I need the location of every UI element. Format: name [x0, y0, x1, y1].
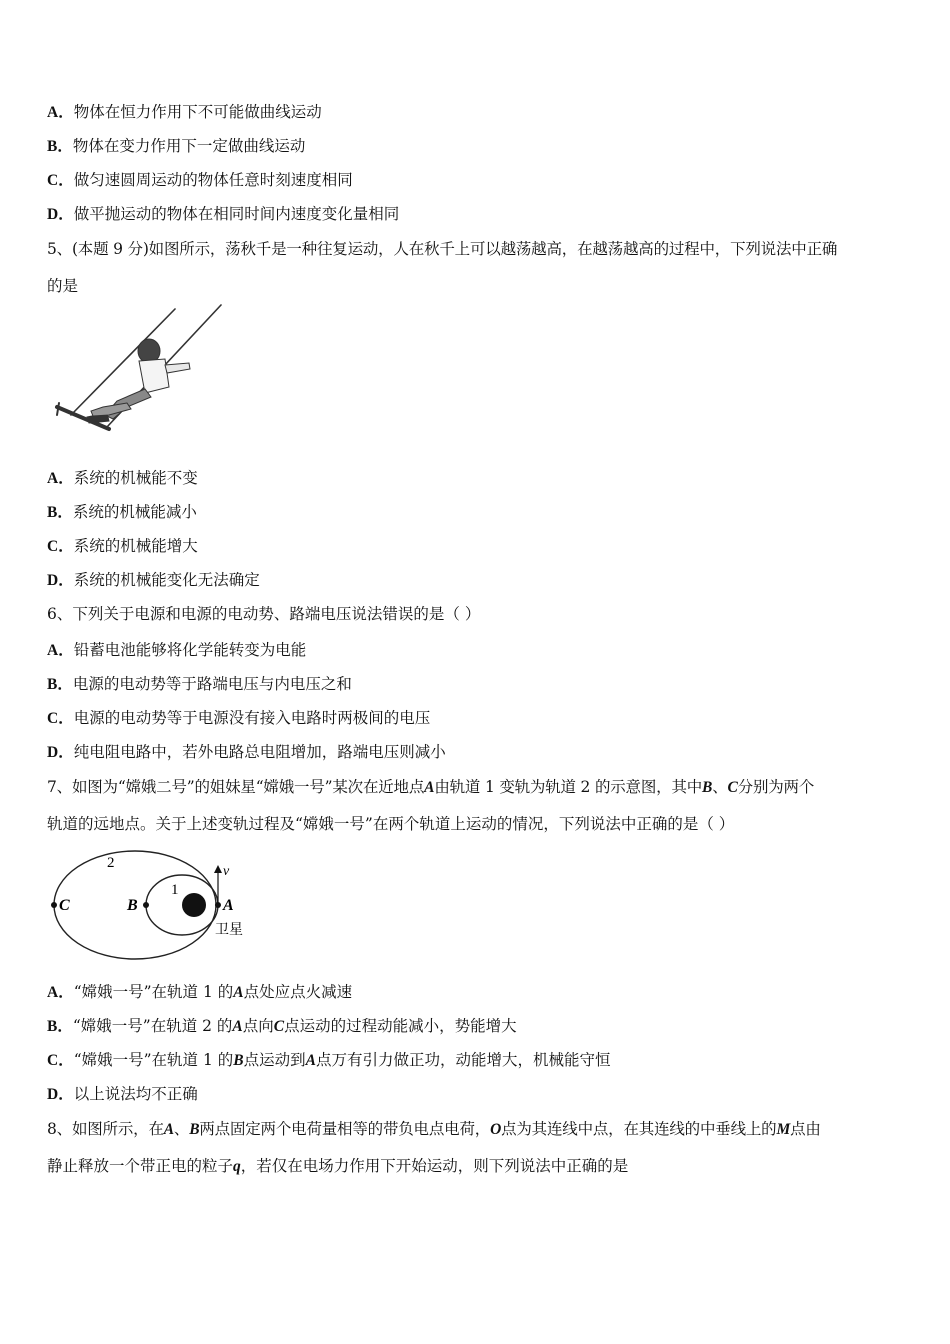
label-a: A — [223, 897, 234, 914]
q5-option-a: A．系统的机械能不变 — [47, 469, 198, 487]
q8-stem-line1: 8、如图所示，在A、B两点固定两个电荷量相等的带负电点电荷，O点为其连线中点，在其连线的中垂线上的M点由 — [47, 1120, 821, 1138]
label-b: B — [127, 897, 138, 914]
q5-stem-line2: 的是 — [47, 277, 79, 295]
q4-option-b: B．物体在变力作用下一定做曲线运动 — [47, 137, 306, 155]
q7-stem-line1: 7、如图为“嫦娥二号”的姐妹星“嫦娥一号”某次在近地点A由轨道 1 变轨为轨道 2 的示意图，其中B、C分别为两个 — [47, 778, 815, 796]
q4-option-d: D．做平抛运动的物体在相同时间内速度变化量相同 — [47, 205, 400, 223]
point-b-dot — [143, 902, 149, 908]
q7-option-b: B．“嫦娥一号”在轨道 2 的A点向C点运动的过程动能减小，势能增大 — [47, 1017, 517, 1035]
q6-option-c: C．电源的电动势等于电源没有接入电路时两极间的电压 — [47, 709, 431, 727]
q8-stem-line2: 静止释放一个带正电的粒子q，若仅在电场力作用下开始运动，则下列说法中正确的是 — [47, 1157, 629, 1175]
q6-option-b: B．电源的电动势等于路端电压与内电压之和 — [47, 675, 352, 693]
earth — [182, 893, 206, 917]
q6-stem: 6、下列关于电源和电源的电动势、路端电压说法错误的是（ ） — [47, 605, 481, 623]
orbit-figure — [47, 848, 257, 964]
label-satellite: 卫星 — [215, 922, 243, 938]
q5-option-b: B．系统的机械能减小 — [47, 503, 197, 521]
q7-option-c: C．“嫦娥一号”在轨道 1 的B点运动到A点万有引力做正功，动能增大，机械能守恒 — [47, 1051, 611, 1069]
label-v: v — [223, 864, 230, 879]
q6-option-d: D．纯电阻电路中，若外电路总电阻增加，路端电压则减小 — [47, 743, 446, 761]
q5-option-d: D．系统的机械能变化无法确定 — [47, 571, 260, 589]
q7-option-a: A．“嫦娥一号”在轨道 1 的A点处应点火减速 — [47, 983, 353, 1001]
label-orbit-1: 1 — [171, 882, 179, 898]
q5-stem-line1: 5、(本题 9 分)如图所示，荡秋千是一种往复运动，人在秋千上可以越荡越高，在越荡越高的过程中，下列说法中正确 — [47, 240, 838, 258]
q5-option-c: C．系统的机械能增大 — [47, 537, 198, 555]
q7-option-d: D．以上说法均不正确 — [47, 1085, 198, 1103]
point-c-dot — [51, 902, 57, 908]
label-c: C — [59, 897, 70, 914]
q4-option-a: A．物体在恒力作用下不可能做曲线运动 — [47, 103, 322, 121]
q7-stem-line2: 轨道的远地点。关于上述变轨过程及“嫦娥一号”在两个轨道上运动的情况，下列说法中正确的是（ ） — [47, 815, 735, 833]
label-orbit-2: 2 — [107, 855, 115, 871]
arrow-head — [214, 865, 222, 873]
swing-figure — [47, 303, 227, 433]
q4-option-c: C．做匀速圆周运动的物体任意时刻速度相同 — [47, 171, 353, 189]
q6-option-a: A．铅蓄电池能够将化学能转变为电能 — [47, 641, 307, 659]
